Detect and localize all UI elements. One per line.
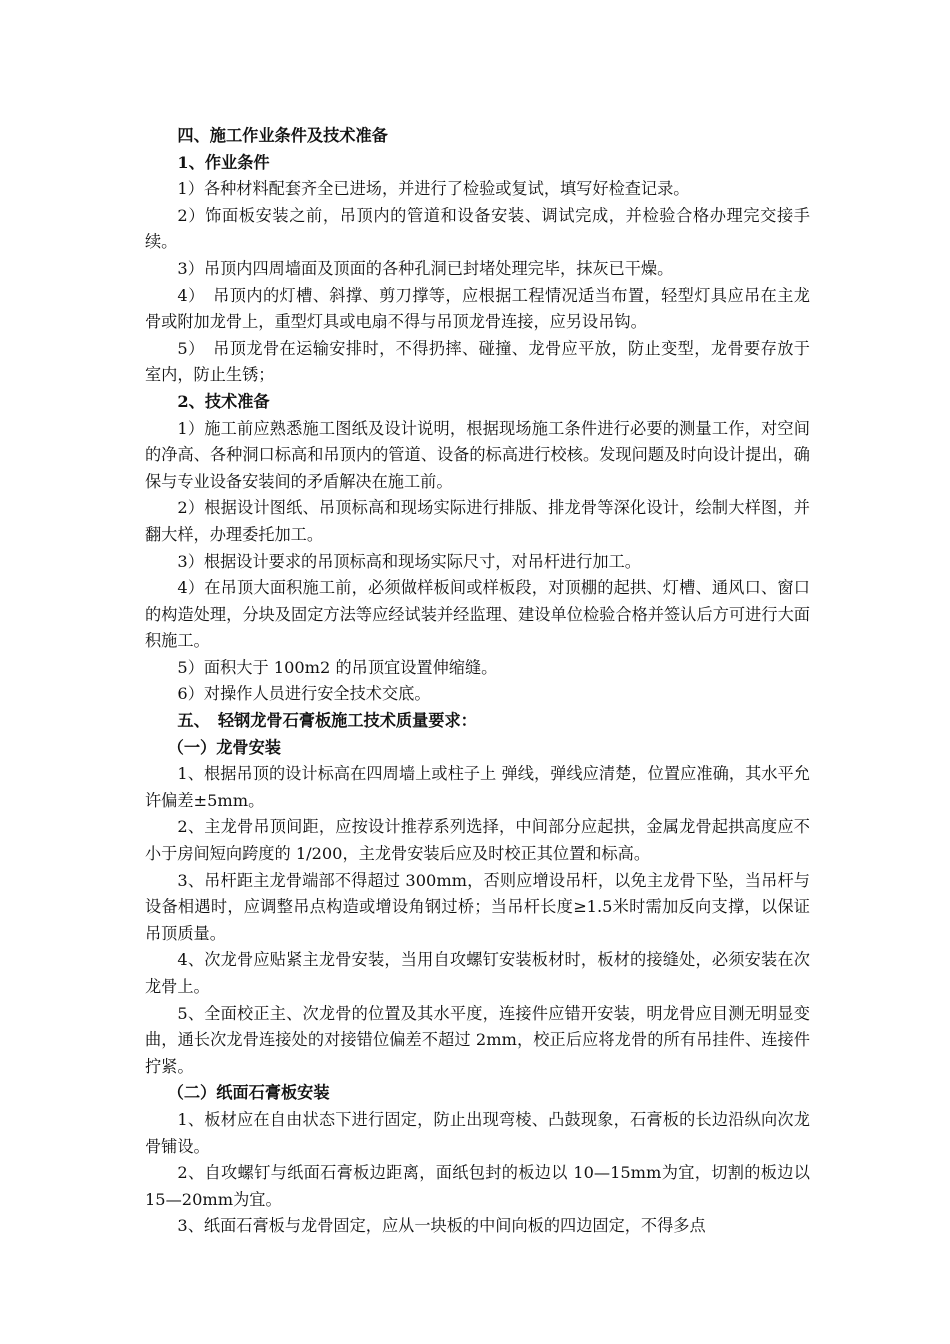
paragraph: 1、板材应在自由状态下进行固定，防止出现弯棱、凸鼓现象，石膏板的长边沿纵向次龙骨铺设。 [145,1109,810,1156]
paragraph: 1）各种材料配套齐全已进场，并进行了检验或复试，填写好检查记录。 [177,179,690,199]
paragraph: 3、吊杆距主龙骨端部不得超过 300mm，否则应增设吊杆，以免主龙骨下坠，当吊杆与设备相遇时，应调整吊点构造或增设角钢过桥；当吊杆长度≥1.5米时需加反向支撑，以保证吊顶质量。 [145,870,810,943]
paragraph: 2、自攻螺钉与纸面石膏板边距离，面纸包封的板边以 10—15mm为宜，切割的板边以 15—20mm为宜。 [145,1163,810,1209]
subheading-work-conditions: 1、作业条件 [177,152,270,172]
paragraph: 3、纸面石膏板与龙骨固定，应从一块板的中间向板的四边固定，不得多点 [177,1216,706,1236]
paragraph: 6）对操作人员进行安全技术交底。 [177,684,431,704]
paragraph: 3）吊顶内四周墙面及顶面的各种孔洞已封堵处理完毕，抹灰已干燥。 [177,258,674,278]
paragraph: 4） 吊顶内的灯槽、斜撑、剪刀撑等，应根据工程情况适当布置，轻型灯具应吊在主龙骨或附加龙骨上，重型灯具或电扇不得与吊顶龙骨连接，应另设吊钩。 [145,285,810,332]
paragraph: 2）饰面板安装之前，吊顶内的管道和设备安装、调试完成，并检验合格办理完交接手续。 [145,205,810,252]
paragraph: 1）施工前应熟悉施工图纸及设计说明，根据现场施工条件进行必要的测量工作，对空间的净高、各种洞口标高和吊顶内的管道、设备的标高进行校核。发现问题及时向设计提出，确保与专业设备安装间的矛盾解决在施工前。 [145,418,810,491]
paragraph: 2）根据设计图纸、吊顶标高和现场实际进行排版、排龙骨等深化设计，绘制大样图，并翻大样，办理委托加工。 [145,498,810,544]
paragraph: 4、次龙骨应贴紧主龙骨安装，当用自攻螺钉安装板材时，板材的接缝处，必须安装在次龙骨上。 [145,950,810,996]
paragraph: 5、全面校正主、次龙骨的位置及其水平度，连接件应错开安装，明龙骨应目测无明显变曲，通长次龙骨连接处的对接错位偏差不超过 2mm，校正后应将龙骨的所有吊挂件、连接件拧紧。 [145,1003,810,1076]
subheading-tech-preparation: 2、技术准备 [177,391,270,411]
paragraph: 5） 吊顶龙骨在运输安排时，不得扔摔、碰撞、龙骨应平放，防止变型，龙骨要存放于室内，防止生锈； [145,338,810,385]
subheading-gypsum-board-installation: （二）纸面石膏板安装 [167,1083,330,1103]
paragraph: 5）面积大于 100m2 的吊顶宜设置伸缩缝。 [177,657,498,677]
paragraph: 3）根据设计要求的吊顶标高和现场实际尺寸，对吊杆进行加工。 [177,551,641,571]
paragraph: 1、根据吊顶的设计标高在四周墙上或柱子上 弹线，弹线应清楚，位置应准确，其水平允许偏差±5mm。 [145,764,810,810]
section-heading-5: 五、 轻钢龙骨石膏板施工技术质量要求： [177,711,477,731]
section-heading-4: 四、施工作业条件及技术准备 [177,126,388,145]
subheading-keel-installation: （一）龙骨安装 [167,737,281,757]
document-page [145,123,810,1240]
paragraph: 2、主龙骨吊顶间距，应按设计推荐系列选择，中间部分应起拱，金属龙骨起拱高度应不小于房间短向跨度的 1/200，主龙骨安装后应及时校正其位置和标高。 [145,817,810,864]
paragraph: 4）在吊顶大面积施工前，必须做样板间或样板段，对顶棚的起拱、灯槽、通风口、窗口的构造处理，分块及固定方法等应经试装并经监理、建设单位检验合格并签认后方可进行大面积施工。 [145,578,810,651]
